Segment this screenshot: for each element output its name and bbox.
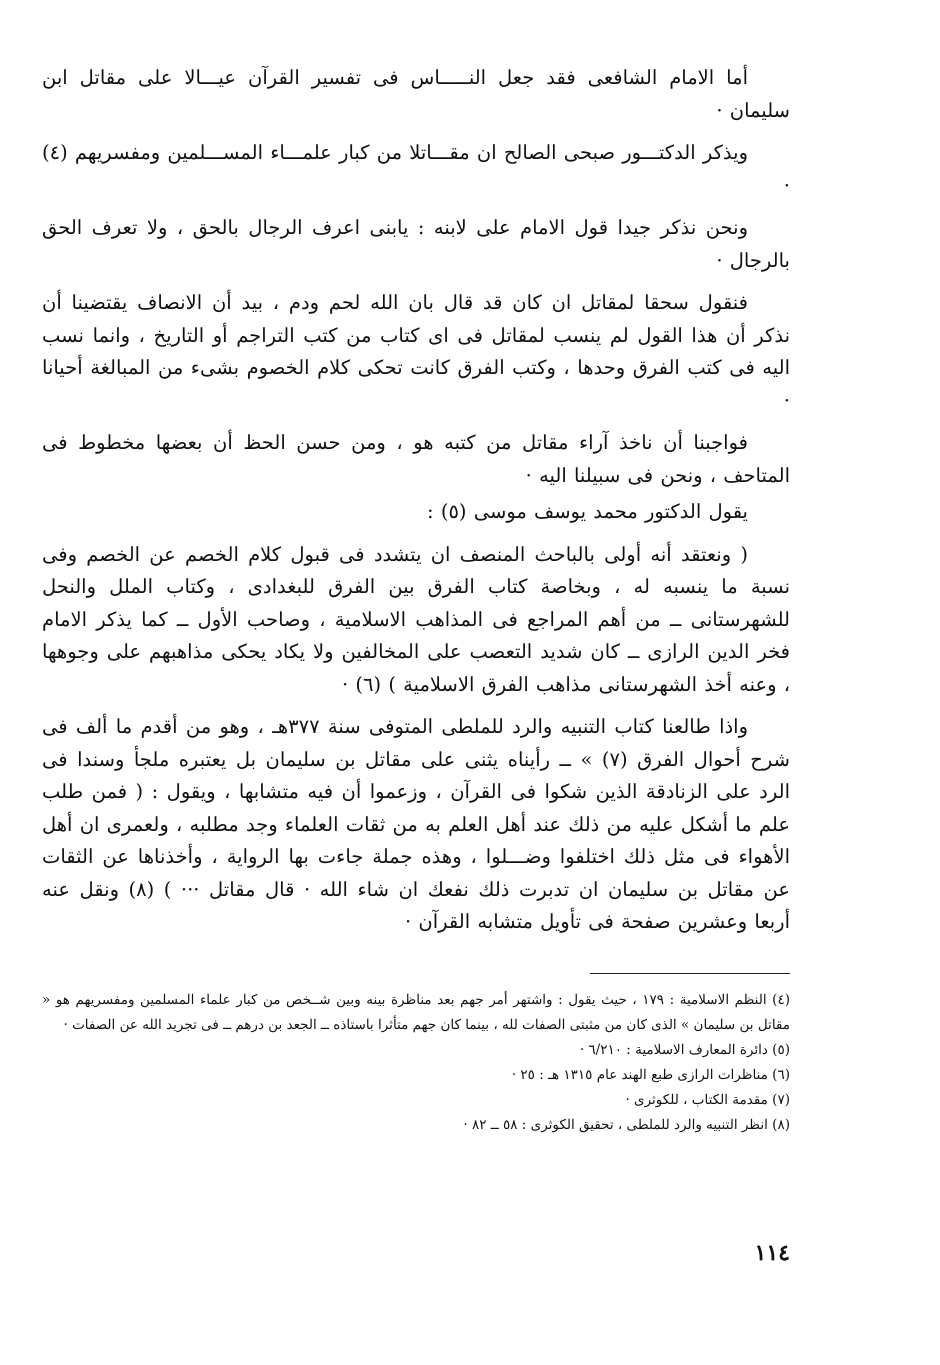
paragraph-subhi-salih: ويذكر الدكتـــور صبحى الصالح ان مقـــاتلا من كبار علمـــاء المســـلمين ومفسريهم (٤) ·: [42, 141, 790, 197]
paragraph-imam-ali: ونحن نذكر جيدا قول الامام على لابنه : يابنى اعرف الرجال بالحق ، ولا تعرف الحق بالرجال ·: [42, 216, 790, 272]
paragraph-yusuf-musa-intro: يقول الدكتور محمد يوسف موسى (٥) :: [427, 500, 748, 523]
footnote-8: (٨) انظر التنبيه والرد للملطى ، تحقيق الكوثرى : ٥٨ ــ ٨٢ ·: [463, 1116, 790, 1133]
footnotes: [42, 988, 790, 1138]
paragraph-manuscripts: فواجبنا أن ناخذ آراء مقاتل من كتبه هو ، ومن حسن الحظ أن بعضها مخطوط فى المتاحف ، ونحن فى سبيلنا اليه ·: [42, 431, 790, 487]
paragraph-malati: واذا طالعنا كتاب التنبيه والرد للملطى المتوفى سنة ٣٧٧هـ ، وهو من أقدم ما ألف فى شرح أحوال الفرق (٧) » ــ رأيناه يثنى على مقاتل بن سليمان بل يعتبره ملجأ وسندا فى الرد على الزنادقة الذين شكوا فى القرآن ، وزعموا أن فيه متشابها ، ويقول : ( فمن طلب علم ما أشكل عليه من ذلك عند أهل العلم به من ثقات العلماء وجد مطلبه ، ولعمرى ان أهل الأهواء فى مثل ذلك اختلفوا وضـــلوا ، وهذه جملة جاءت بها الرواية ، وأخذناها عن الثقات عن مقاتل بن سليمان ان تدبرت ذلك نفعك ان شاء الله · قال مقاتل ··· ) (٨) ونقل عنه أربعا وعشرين صفحة فى تأويل متشابه القرآن ·: [42, 715, 790, 933]
paragraph-sects-books: فنقول سحقا لمقاتل ان كان قد قال بان الله لحم ودم ، بيد أن الانصاف يقتضينا أن نذكر أن هذا القول لم ينسب لمقاتل فى اى كتاب من كتب التراجم أو التاريخ ، وانما نسب اليه فى كتب الفرق وحدها ، وكتب الفرق كانت تحكى كلام الخصوم بشىء من المبالغة أحيانا ·: [42, 291, 790, 412]
page-number: ١١٤: [754, 1240, 790, 1266]
footnote-divider: [590, 973, 790, 974]
page-body: [42, 62, 790, 1138]
paragraph-shafii: أما الامام الشافعى فقد جعل النـــــاس فى تفسير القرآن عيـــالا على مقاتل ابن سليمان ·: [42, 66, 790, 122]
footnote-4: (٤) النظم الاسلامية : ١٧٩ ، حيث يقول : واشتهر أمر جهم بعد مناظرة بينه وبين شــخص من كبار علماء المسلمين ومفسريهم هو « مقاتل بن سليمان » الذى كان من مثبتى الصفات لله ، بينما كان جهم متأثرا باستاذه ــ الجعد بن درهم ــ فى تجريد الله عن الصفات ·: [42, 991, 790, 1033]
footnote-5: (٥) دائرة المعارف الاسلامية : ٦/٢١٠ ·: [579, 1041, 790, 1058]
footnote-6: (٦) مناظرات الرازى طبع الهند عام ١٣١٥ هـ : ٢٥ ·: [511, 1066, 790, 1083]
footnote-7: (٧) مقدمة الكتاب ، للكوثرى ·: [625, 1091, 790, 1108]
paragraph-quotation: ( ونعتقد أنه أولى بالباحث المنصف ان يتشدد فى قبول كلام الخصم عن الخصم وفى نسبة ما ينسبه له ، وبخاصة كتاب الفرق بين الفرق للبغدادى ، وكتاب الملل والنحل للشهرستانى ــ من أهم المراجع فى المذاهب الاسلامية ، وصاحب الأول ــ كما يذكر الامام فخر الدين الرازى ــ كان شديد التعصب على المخالفين ولا يكاد يحكى مذاهبهم على وجوهها ، وعنه أخذ الشهرستانى مذاهب الفرق الاسلامية ) (٦) ·: [42, 542, 790, 696]
